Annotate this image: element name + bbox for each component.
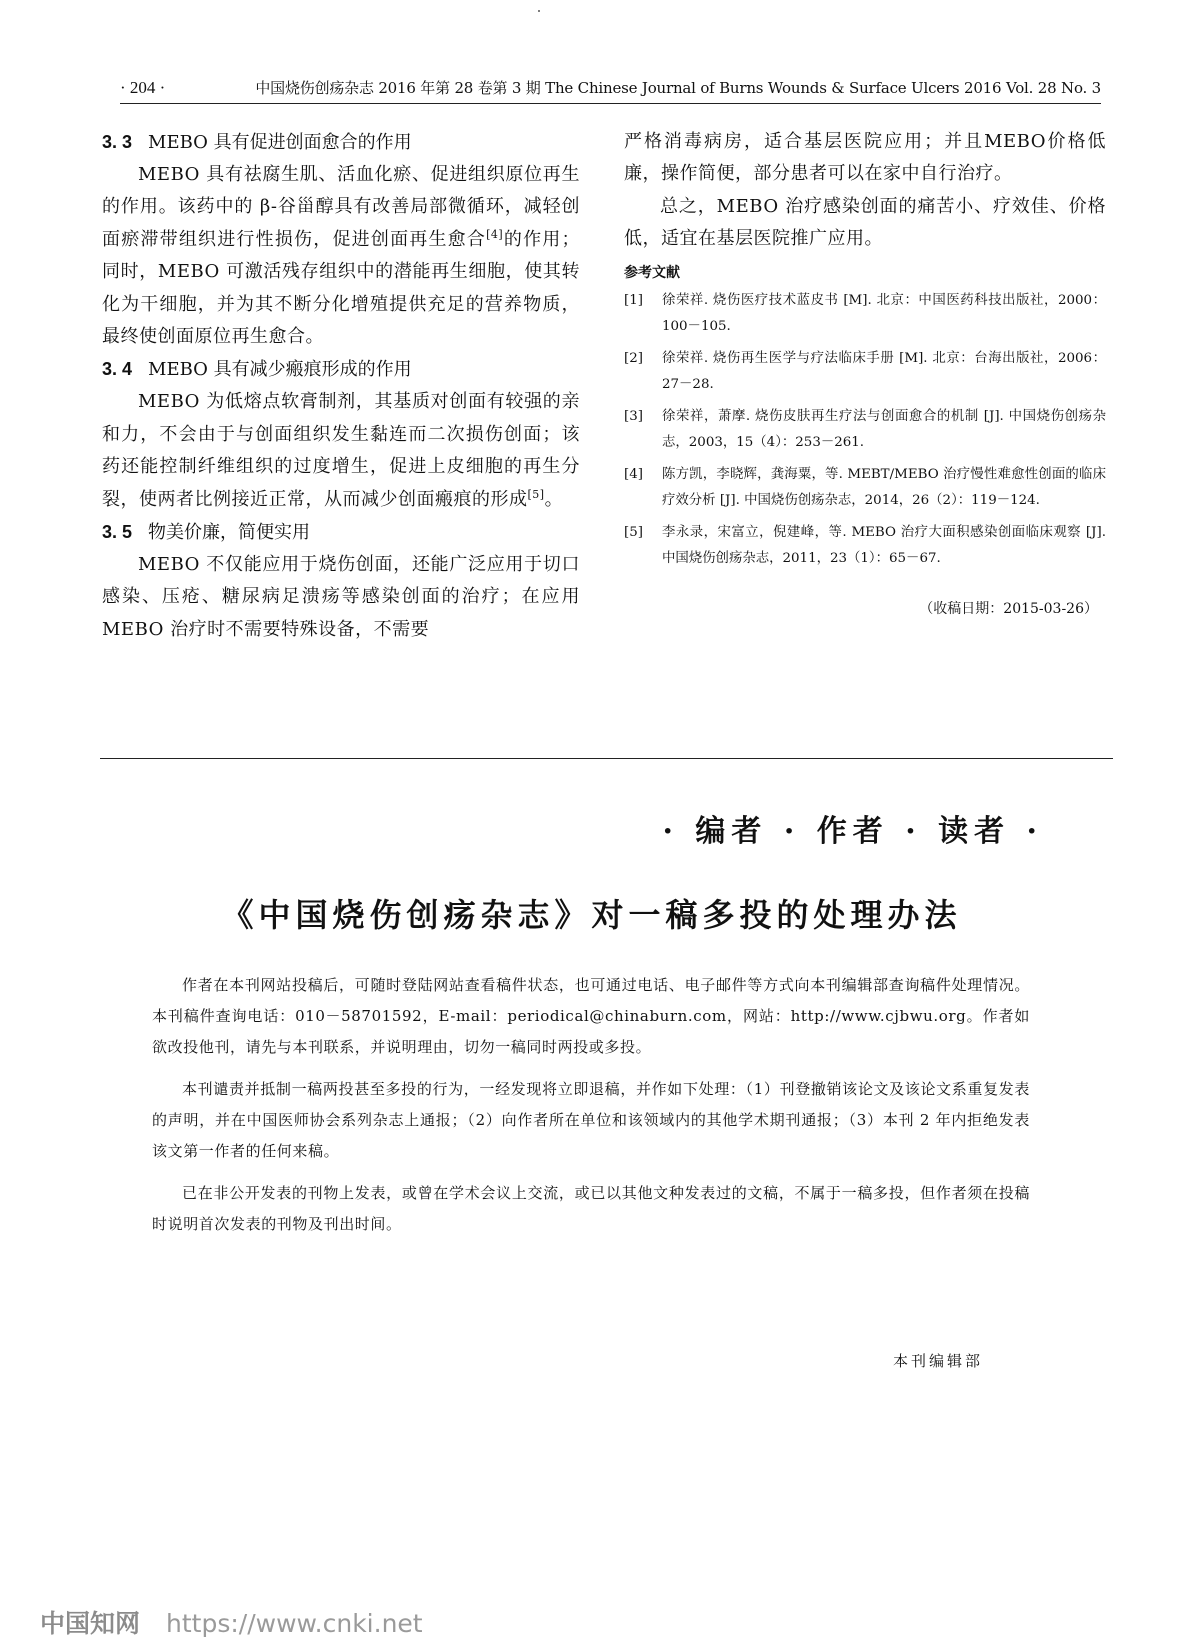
section-heading-3-4: 3. 4 MEBO 具有减少瘢痕形成的作用 [102, 359, 412, 381]
page-number: · 204 · [120, 78, 166, 97]
section-heading-3-3: 3. 3 MEBO 具有促进创面愈合的作用 [102, 132, 412, 153]
editorial-signature: 本刊编辑部 [892, 1352, 983, 1370]
header-rule [120, 103, 1101, 104]
reference-item: [4] 陈方凯，李晓辉，龚海粟，等. MEBT/MEBO 治疗慢性难愈性创面的临床疗效分析 [J]. 中国烧伤创疡杂志，2014，26（2）：119－124. [624, 466, 1106, 508]
running-title: 中国烧伤创疡杂志 2016 年第 28 卷第 3 期 The Chinese Journal of Burns Wounds & Surface Ulcers 2016 Vol. 28 No. 3 [255, 79, 1101, 97]
reference-list [624, 288, 1106, 572]
notice-title: 《中国烧伤创疡杂志》对一稿多投的处理办法 [221, 896, 962, 934]
notice-paragraph-1: 作者在本刊网站投稿后，可随时登陆网站查看稿件状态，也可通过电话、电子邮件等方式向本刊编辑部查询稿件处理情况。本刊稿件查询电话：010－58701592，E-mail：periodical@chinaburn.com，网站：http://www.cjbwu.org。作者如欲改投他刊，请先与本刊联系，并说明理由，切勿一稿同时两投或多投。 [152, 976, 1030, 1056]
paragraph-3-4: MEBO 为低熔点软膏制剂，其基质对创面有较强的亲和力，不会由于与创面组织发生黏连而二次损伤创面；该药还能控制纤维组织的过度增生，促进上皮细胞的再生分裂，使两者比例接近正常，从而减少创面瘢痕的形成[5]。 [102, 391, 580, 510]
cnki-url: https://www.cnki.net [166, 1609, 423, 1638]
column-tag: · 编者 · 作者 · 读者 · [662, 814, 1043, 849]
paragraph-3-5: MEBO 不仅能应用于烧伤创面，还能广泛应用于切口感染、压疮、糖尿病足溃疡等感染创面的治疗；在应用 MEBO 治疗时不需要特殊设备，不需要 [102, 554, 580, 640]
section-divider [100, 758, 1113, 759]
citation-4: [4] [486, 227, 504, 241]
reference-item: [1] 徐荣祥. 烧伤医疗技术蓝皮书 [M]. 北京：中国医药科技出版社，2000：100－105. [624, 292, 1106, 334]
paragraph-continued: 严格消毒病房，适合基层医院应用；并且MEBO价格低廉，操作简便，部分患者可以在家中自行治疗。 [624, 131, 1106, 185]
running-header [120, 72, 1101, 98]
section-heading-3-5: 3. 5 物美价廉，简便实用 [102, 522, 311, 544]
paragraph-3-3: MEBO 具有祛腐生肌、活血化瘀、促进组织原位再生的作用。该药中的 β-谷甾醇具有改善局部微循环，减轻创面瘀滞带组织进行性损伤，促进创面再生愈合[4]的作用；同时，MEBO 可激活残存组织中的潜能再生细胞，使其转化为干细胞，并为其不断分化增殖提供充足的营养物质，最终使创面原位再生愈合。 [102, 164, 581, 348]
notice-paragraph-2: 本刊谴责并抵制一稿两投甚至多投的行为，一经发现将立即退稿，并作如下处理：（1）刊登撤销该论文及该论文系重复发表的声明，并在中国医师协会系列杂志上通报；（2）向作者所在单位和该领域内的其他学术期刊通报；（3）本刊 2 年内拒绝发表该文第一作者的任何来稿。 [152, 1080, 1030, 1160]
left-column [102, 126, 580, 646]
received-date: （收稿日期：2015-03-26） [919, 600, 1098, 617]
citation-5: [5] [527, 487, 545, 501]
reference-item: [5] 李永录，宋富立，倪建峰，等. MEBO 治疗大面积感染创面临床观察 [J]. 中国烧伤创疡杂志，2011，23（1）：65－67. [624, 524, 1106, 566]
scan-speck [538, 10, 540, 12]
cnki-logo-text: 中国知网 [40, 1609, 141, 1638]
notice-paragraph-3: 已在非公开发表的刊物上发表，或曾在学术会议上交流，或已以其他文种发表过的文稿，不属于一稿多投，但作者须在投稿时说明首次发表的刊物及刊出时间。 [152, 1184, 1030, 1233]
references-heading: 参考文献 [624, 264, 680, 281]
cnki-watermark [40, 1604, 423, 1640]
reference-item: [2] 徐荣祥. 烧伤再生医学与疗法临床手册 [M]. 北京：台海出版社，2006：27－28. [624, 350, 1106, 392]
right-column [624, 126, 1106, 618]
reference-item: [3] 徐荣祥，萧摩. 烧伤皮肤再生疗法与创面愈合的机制 [J]. 中国烧伤创疡杂志，2003，15（4）：253－261. [624, 408, 1106, 450]
notice-body [152, 970, 1030, 1251]
conclusion-paragraph: 总之，MEBO 治疗感染创面的痛苦小、疗效佳、价格低，适宜在基层医院推广应用。 [624, 195, 1106, 250]
